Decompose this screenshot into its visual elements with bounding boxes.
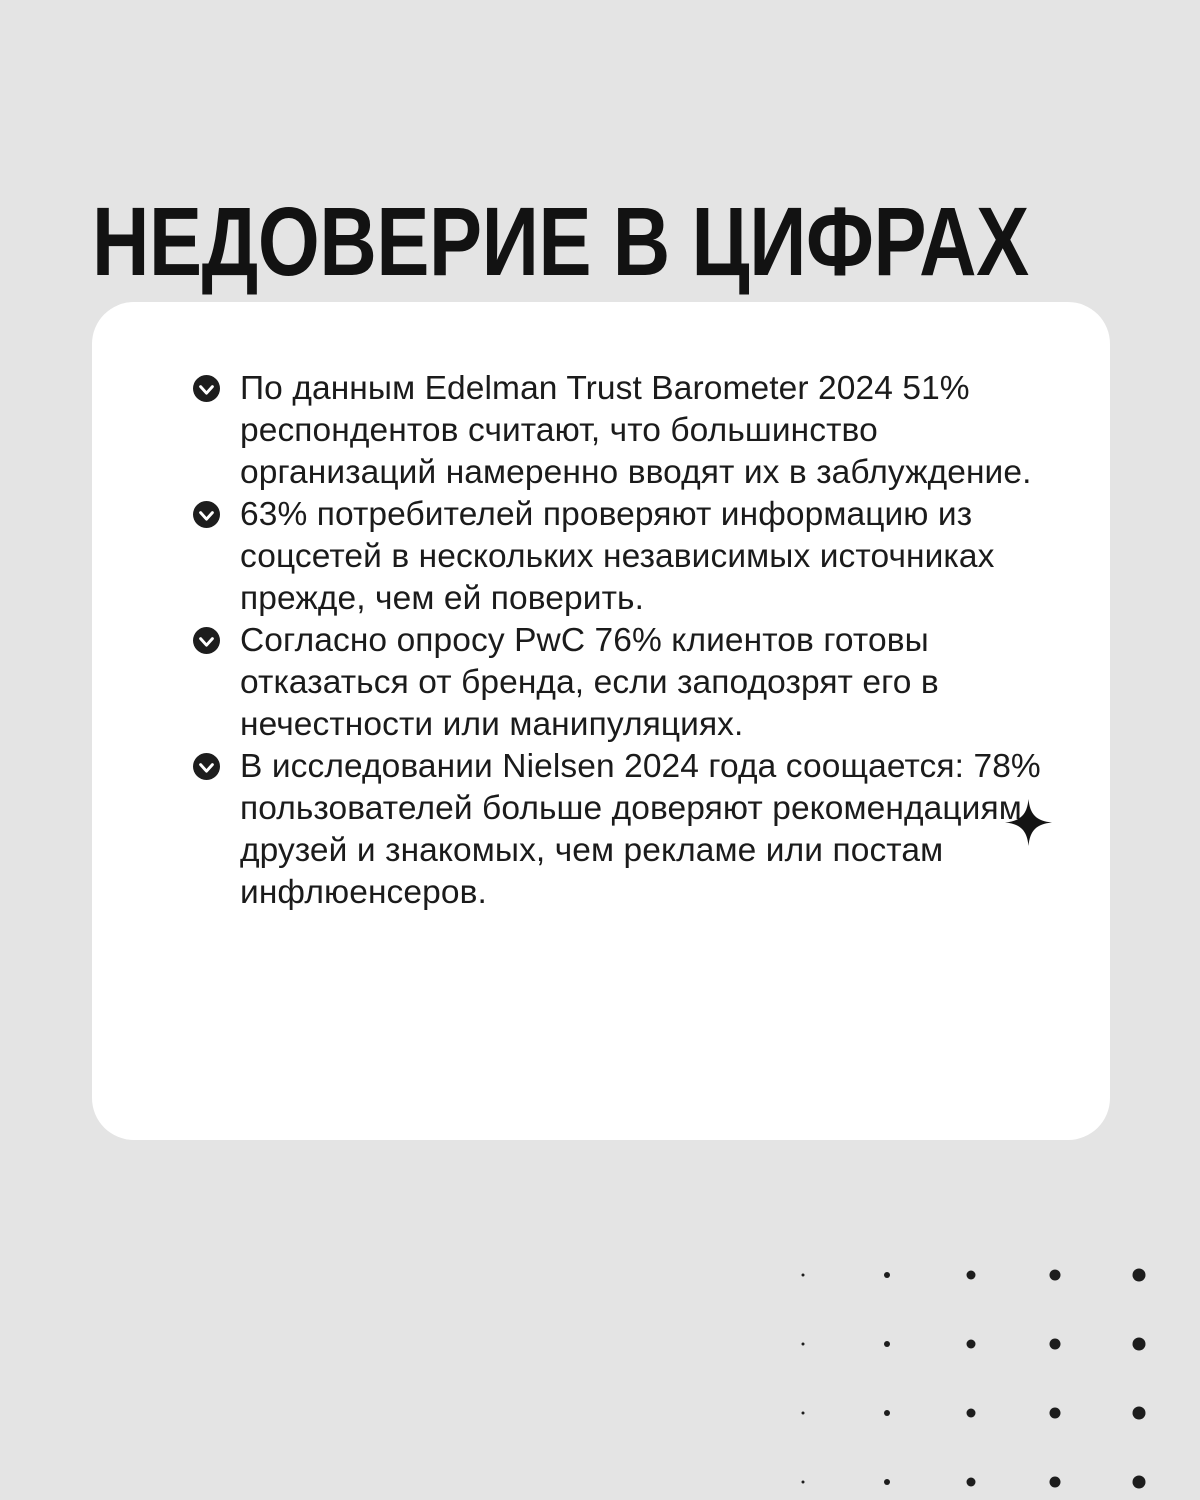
list-item-label: 63% потребителей проверяют информацию из соцсетей в нескольких независимых источниках прежде, чем ей поверить.: [240, 496, 995, 617]
content-card: [92, 302, 1110, 1140]
grid-dot: [1133, 1407, 1146, 1420]
list-item-label: По данным Edelman Trust Barometer 2024 51% респондентов считают, что большинство организаций намеренно вводят их в заблуждение.: [240, 370, 1032, 491]
dot-grid-decoration: [780, 1252, 1180, 1500]
list-item: [193, 620, 1055, 746]
grid-dot: [967, 1340, 976, 1349]
list-item: [193, 746, 1055, 914]
check-circle-icon: [193, 501, 220, 528]
grid-dot: [802, 1412, 805, 1415]
grid-dot: [884, 1341, 890, 1347]
grid-dot: [1133, 1269, 1146, 1282]
grid-dot: [884, 1410, 890, 1416]
list-item-label: В исследовании Nielsen 2024 года соощается: 78% пользователей больше доверяют рекомендациям друзей и знакомых, чем рекламе или постам инфлюенсеров.: [240, 748, 1041, 911]
list-item: [193, 368, 1055, 494]
grid-dot: [1133, 1338, 1146, 1351]
statistics-list: [193, 368, 1055, 914]
grid-dot: [1050, 1408, 1061, 1419]
list-item-label: Согласно опросу PwC 76% клиентов готовы отказаться от бренда, если заподозрят его в нечестности или манипуляциях.: [240, 622, 939, 743]
grid-dot: [1133, 1476, 1146, 1489]
grid-dot: [884, 1272, 890, 1278]
grid-dot: [1050, 1339, 1061, 1350]
grid-dot: [802, 1274, 805, 1277]
grid-dot: [967, 1478, 976, 1487]
page-title: НЕДОВЕРИЕ В ЦИФРАХ: [92, 186, 1029, 296]
grid-dot: [802, 1343, 805, 1346]
check-circle-icon: [193, 375, 220, 402]
grid-dot: [967, 1409, 976, 1418]
grid-dot: [884, 1479, 890, 1485]
list-item: [193, 494, 1055, 620]
check-circle-icon: [193, 753, 220, 780]
grid-dot: [1050, 1270, 1061, 1281]
grid-dot: [967, 1271, 976, 1280]
grid-dot: [1050, 1477, 1061, 1488]
four-point-star-icon: [1005, 799, 1052, 846]
grid-dot: [802, 1481, 805, 1484]
check-circle-icon: [193, 627, 220, 654]
